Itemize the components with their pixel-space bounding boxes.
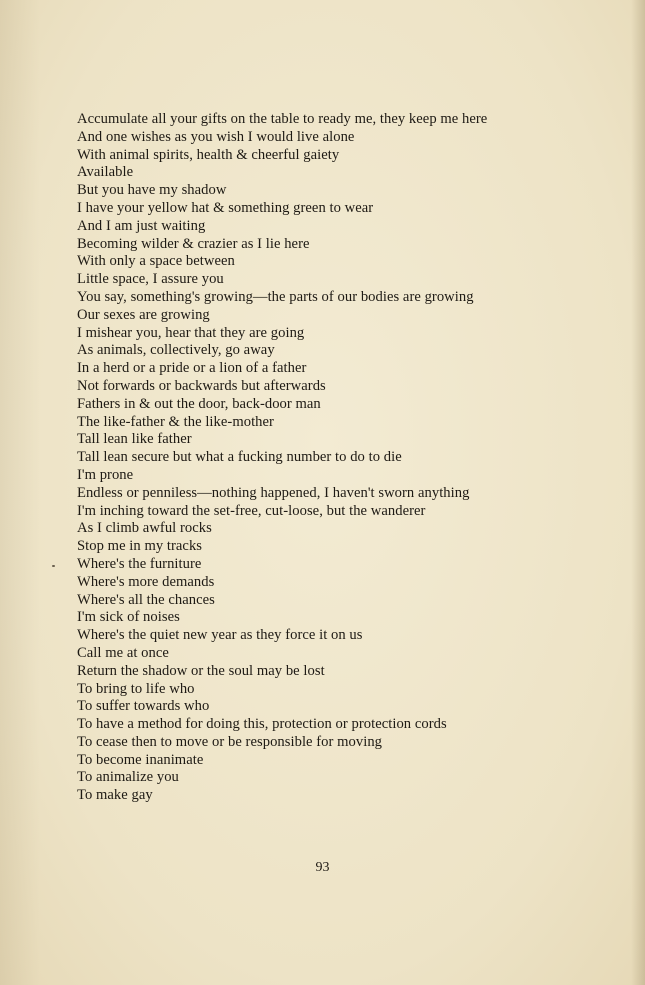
poem-line: I'm inching toward the set-free, cut-loose, but the wanderer [77, 502, 426, 519]
poem-line: Where's the furniture [77, 555, 202, 572]
poem-line: Our sexes are growing [77, 306, 210, 323]
poem-line: To bring to life who [77, 680, 195, 697]
page-number: 93 [315, 860, 330, 875]
poem-line: But you have my shadow [77, 182, 227, 199]
poem-line: In a herd or a pride or a lion of a father [77, 360, 307, 377]
poem-line: Stop me in my tracks [77, 538, 203, 555]
poem-line: Little space, I assure you [77, 271, 224, 288]
poem-line: To cease then to move or be responsible for moving [77, 733, 383, 750]
poem-line: Where's more demands [77, 573, 215, 590]
poem-line: To make gay [77, 787, 153, 804]
poem-line: Tall lean secure but what a fucking number to do to die [77, 449, 402, 466]
poem-line: Where's the quiet new year as they force it on us [77, 627, 363, 644]
poem-line: Accumulate all your gifts on the table to ready me, they keep me here [77, 111, 488, 127]
stray-ink-mark [52, 565, 55, 567]
poem-line: To suffer towards who [77, 698, 210, 715]
poem-text [77, 111, 487, 805]
poem-line: As I climb awful rocks [77, 520, 212, 537]
poem-line: The like-father & the like-mother [77, 413, 274, 430]
poem-line: Tall lean like father [77, 431, 192, 448]
poem-line: To become inanimate [77, 751, 204, 768]
poem-line: Return the shadow or the soul may be lost [77, 662, 325, 679]
poem-line: Call me at once [77, 644, 169, 661]
poem-line: Fathers in & out the door, back-door man [77, 395, 321, 412]
poem-line: Becoming wilder & crazier as I lie here [77, 235, 310, 252]
poem-line: With animal spirits, health & cheerful gaiety [77, 146, 340, 163]
poem-line: Where's all the chances [77, 591, 215, 608]
poem-line: Available [77, 164, 134, 181]
poem-line: I'm sick of noises [77, 609, 180, 626]
poem-line: I'm prone [77, 466, 134, 483]
poem-line: And one wishes as you wish I would live alone [77, 128, 355, 145]
poem-line: With only a space between [77, 253, 235, 270]
poem-line: Endless or penniless—nothing happened, I haven't sworn anything [77, 484, 470, 501]
poem-line: And I am just waiting [77, 217, 206, 234]
poem-line: As animals, collectively, go away [77, 342, 275, 359]
poem-line: I mishear you, hear that they are going [77, 324, 305, 341]
poem-line: To have a method for doing this, protection or protection cords [77, 716, 447, 733]
poem-line: I have your yellow hat & something green to wear [77, 199, 374, 216]
poem-line: Not forwards or backwards but afterwards [77, 377, 326, 394]
poem-line: To animalize you [77, 769, 179, 786]
poem-line: You say, something's growing—the parts of our bodies are growing [77, 288, 474, 305]
